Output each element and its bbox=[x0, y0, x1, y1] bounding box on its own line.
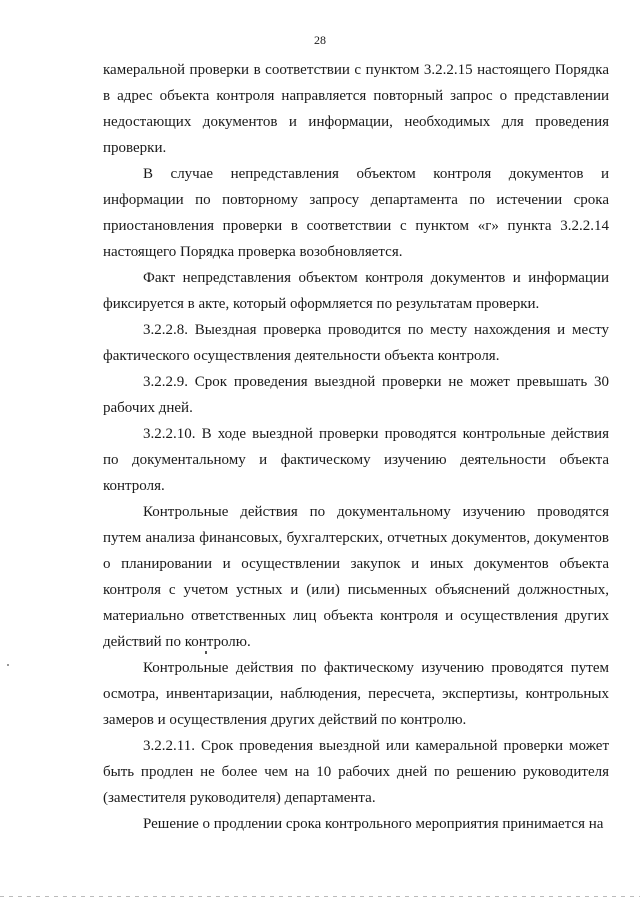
paragraph-extension-decision: Решение о продлении срока контрольного мероприятия принимается на bbox=[143, 816, 604, 832]
page-number: 28 bbox=[314, 33, 326, 47]
paragraph-3-2-2-11: 3.2.2.11. Срок проведения выездной или камеральной проверки может быть продлен не более чем на 10 рабочих дней по решению руководителя (заместителя руководителя) департамента. bbox=[103, 738, 609, 806]
paragraph-3-2-2-9: 3.2.2.9. Срок проведения выездной проверки не может превышать 30 рабочих дней. bbox=[103, 374, 609, 416]
paragraph-repeat-request: В случае непредставления объектом контроля документов и информации по повторному запросу департамента по истечении срока приостановления проверки в соответствии с пунктом «г» пункта 3.2.2.14 настоящего Порядка проверка возобновляется. bbox=[103, 166, 609, 260]
paragraph-documentary-study: Контрольные действия по документальному изучению проводятся путем анализа финансовых, бухгалтерских, отчетных документов, документов о планировании и осуществлении закупок и иных документов объекта контроля с учетом устных и (или) письменных объяснений должностных, материально ответственных лиц объекта контроля и осуществления других действий по контролю. bbox=[103, 504, 609, 650]
scan-speck bbox=[205, 651, 207, 654]
paragraph-factual-study: Контрольные действия по фактическому изучению проводятся путем осмотра, инвентаризации, наблюдения, пересчета, экспертизы, контрольных замеров и осуществления других действий по контролю. bbox=[103, 660, 609, 728]
paragraph-continuation: камеральной проверки в соответствии с пунктом 3.2.2.15 настоящего Порядка в адрес объекта контроля направляется повторный запрос о представлении недостающих документов и информации, необходимых для проведения проверки. bbox=[103, 62, 609, 156]
scan-bottom-edge bbox=[0, 896, 640, 897]
paragraph-fact-nonsubmission: Факт непредставления объектом контроля документов и информации фиксируется в акте, который оформляется по результатам проверки. bbox=[103, 270, 609, 312]
document-body bbox=[103, 57, 609, 837]
scan-speck bbox=[7, 664, 9, 666]
paragraph-3-2-2-10: 3.2.2.10. В ходе выездной проверки проводятся контрольные действия по документальному и фактическому изучению деятельности объекта контроля. bbox=[103, 426, 609, 494]
paragraph-3-2-2-8: 3.2.2.8. Выездная проверка проводится по месту нахождения и месту фактического осуществления деятельности объекта контроля. bbox=[103, 322, 609, 364]
